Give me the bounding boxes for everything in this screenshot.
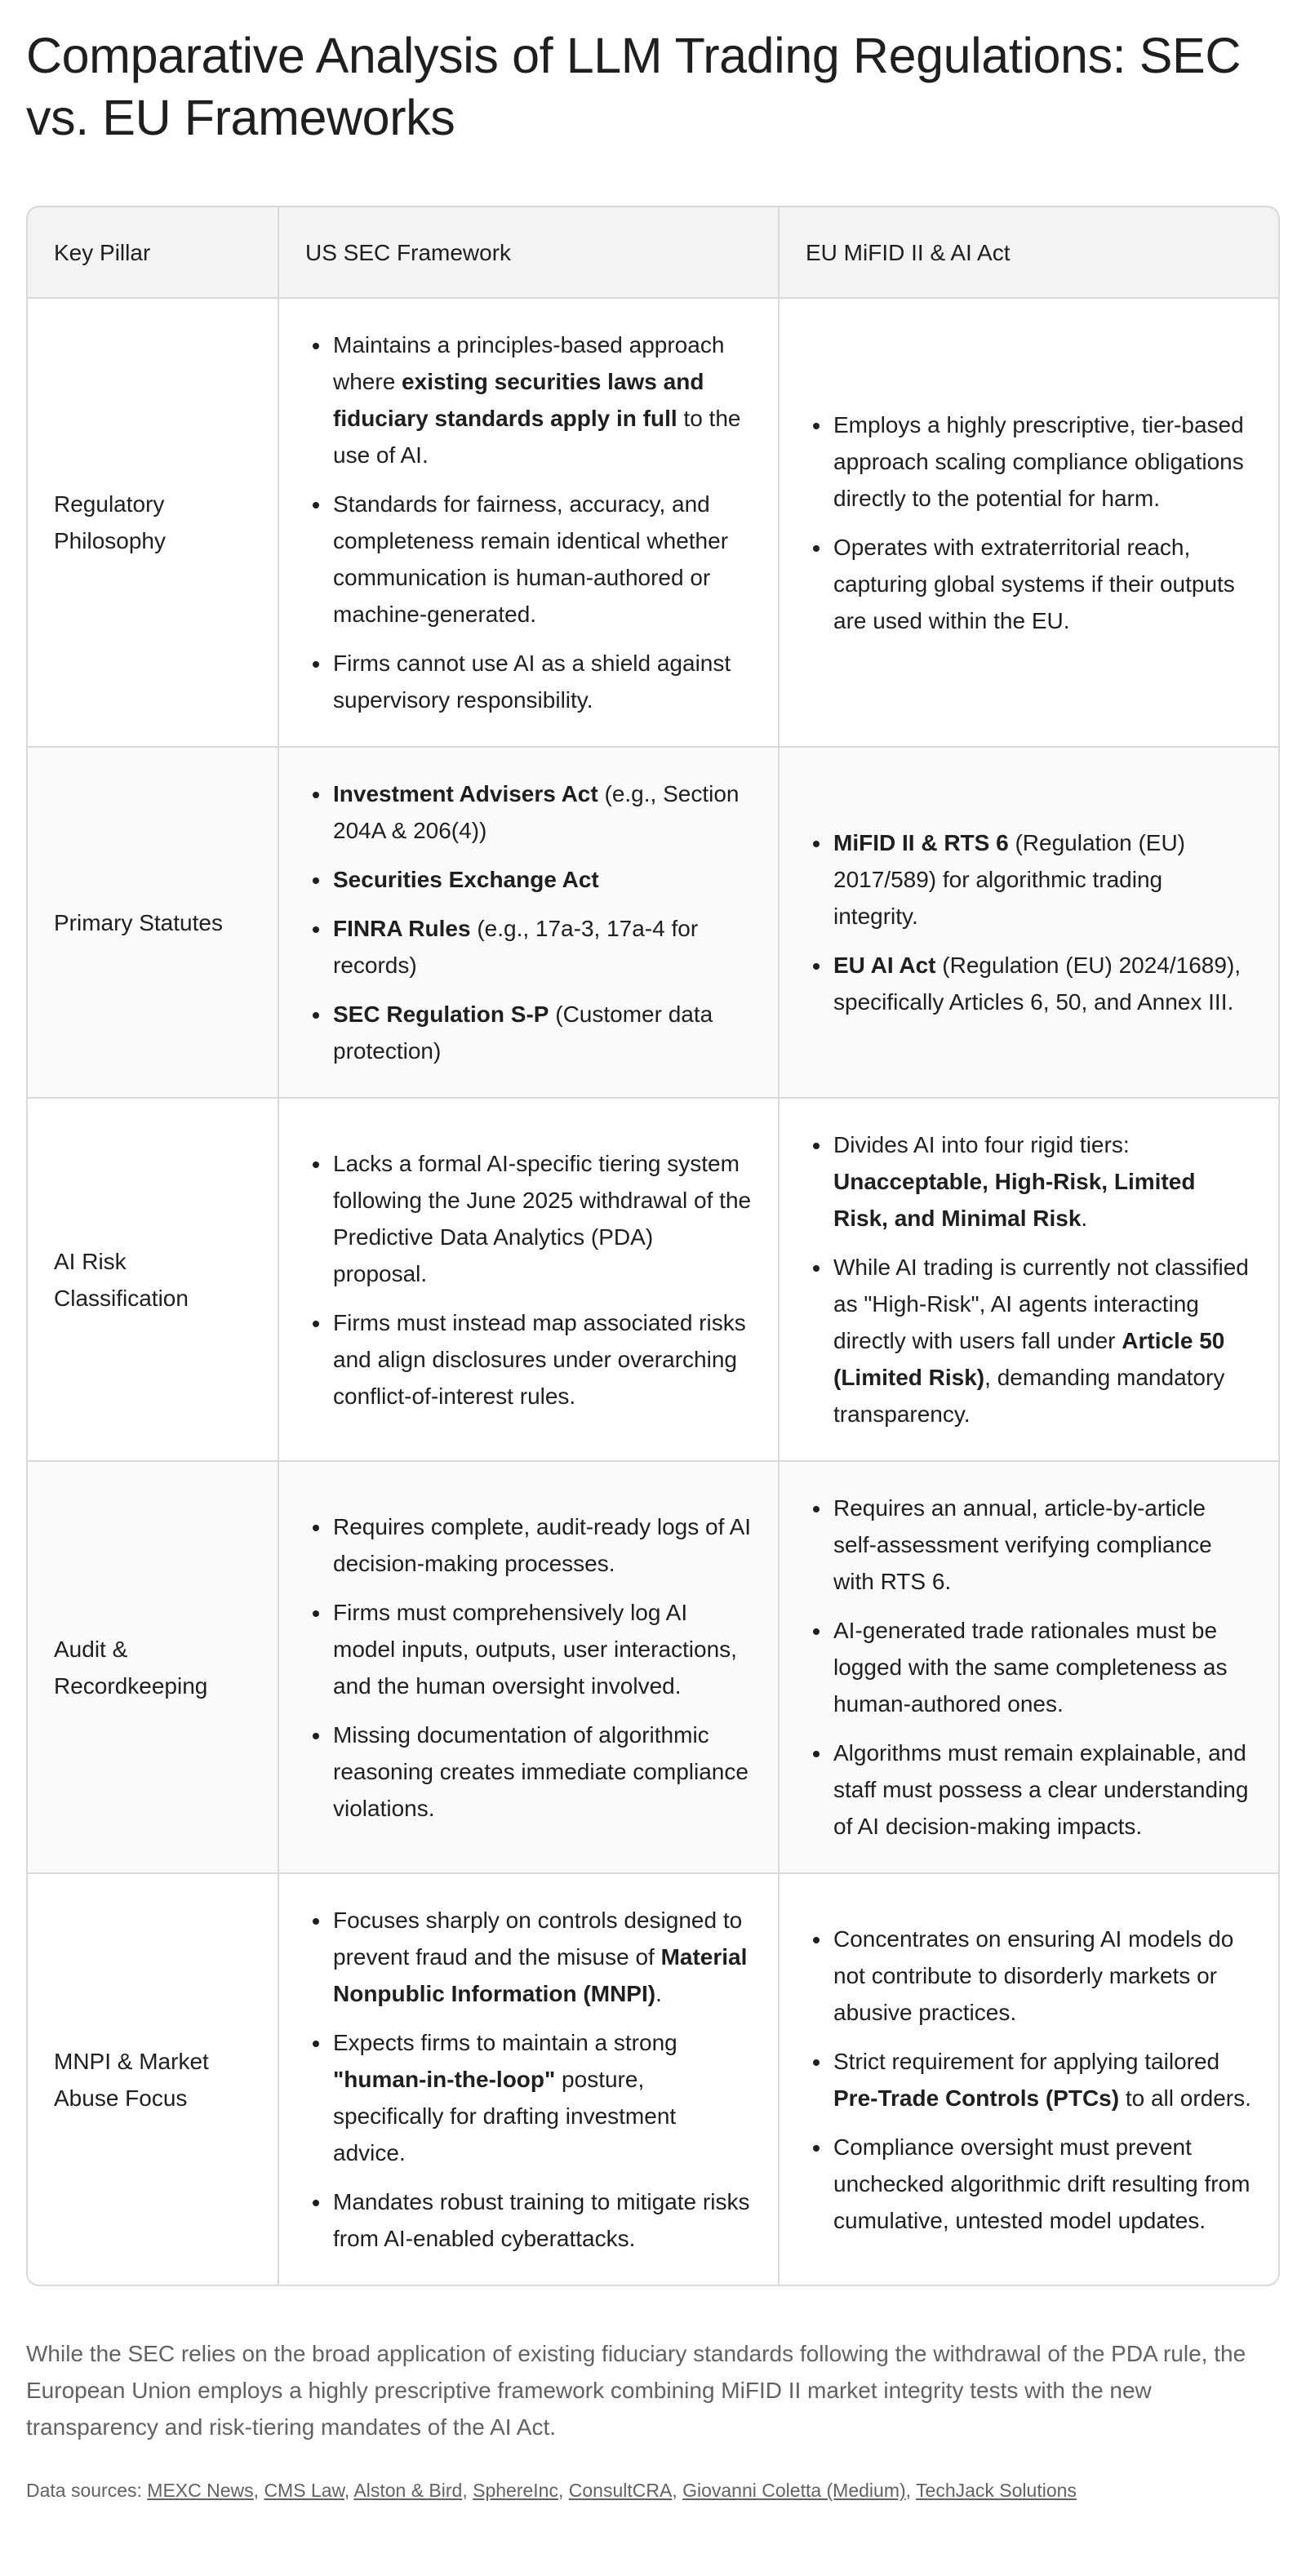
list-item — [832, 1249, 1252, 1432]
source-link-techjack-solutions[interactable]: TechJack Solutions — [916, 2480, 1077, 2501]
text-segment: Divides AI into four rigid tiers: — [833, 1132, 1130, 1157]
text-segment: Strict requirement for applying tailored — [833, 2048, 1220, 2074]
header-key-pillar: Key Pillar — [28, 207, 278, 298]
bullet-list — [806, 1921, 1252, 2239]
source-separator: , — [344, 2480, 354, 2501]
bold-text: "human-in-the-loop" — [333, 2067, 556, 2092]
text-segment: Maintains a principles-based approach where — [333, 332, 725, 394]
sec-cell-regulatory-philosophy — [278, 298, 779, 747]
list-item — [832, 1612, 1252, 1722]
text-segment: Algorithms must remain explainable, and staff must possess a clear understanding of AI decision-making impacts. — [833, 1740, 1249, 1839]
list-item — [832, 947, 1252, 1020]
source-separator: , — [557, 2480, 569, 2501]
text-segment: (e.g., Section 204A & 206(4)) — [333, 781, 740, 843]
source-link-alston-bird[interactable]: Alston & Bird — [353, 2480, 463, 2501]
bold-text: Securities Exchange Act — [333, 867, 599, 892]
list-item — [331, 1508, 752, 1582]
list-item — [331, 326, 752, 473]
summary-text: While the SEC relies on the broad application of existing fiduciary standards following the withdrawal of the PDA rule, the European Union employs a highly prescriptive framework combining MiFID II market integrity tests with the new transparency and risk-tiering mandates of the AI Act. — [26, 2341, 1246, 2440]
table-row — [28, 1461, 1278, 1873]
list-item — [331, 486, 752, 633]
text-segment: (Regulation (EU) 2024/1689), specifically Articles 6, 50, and Annex III. — [833, 953, 1242, 1015]
table-row — [28, 298, 1278, 747]
text-segment: Employs a highly prescriptive, tier-based approach scaling compliance obligations directly to the potential for harm. — [833, 411, 1244, 511]
text-segment: to all orders. — [1119, 2085, 1251, 2111]
list-item — [331, 2024, 752, 2171]
source-separator: , — [905, 2480, 917, 2501]
comparison-table-container — [26, 206, 1280, 2286]
bullet-list — [806, 824, 1252, 1020]
list-item — [331, 861, 752, 898]
text-segment: . — [655, 1981, 662, 2006]
list-item — [331, 1304, 752, 1415]
bold-text: Unacceptable, High-Risk, Limited Risk, and Minimal Risk — [833, 1169, 1196, 1231]
source-link-mexc-news[interactable]: MEXC News — [147, 2480, 254, 2501]
eu-cell-primary-statutes — [779, 747, 1278, 1098]
bold-text: FINRA Rules — [333, 916, 471, 941]
bullet-list — [305, 1145, 752, 1415]
sec-cell-ai-risk-classification — [278, 1098, 779, 1461]
text-segment: Expects firms to maintain a strong — [333, 2030, 677, 2055]
source-separator: , — [462, 2480, 473, 2501]
list-item — [331, 2183, 752, 2257]
bold-text: Article 50 (Limited Risk) — [833, 1328, 1225, 1390]
list-item — [331, 1145, 752, 1292]
text-segment: Concentrates on ensuring AI models do not contribute to disorderly markets or abusive practices. — [833, 1925, 1234, 2025]
list-item — [832, 1734, 1252, 1845]
bullet-list — [305, 1902, 752, 2257]
bold-text: SEC Regulation S-P — [333, 1002, 549, 1027]
text-segment: Focuses sharply on controls designed to prevent fraud and the misuse of — [333, 1908, 743, 1970]
pillar-cell-audit-recordkeeping: Audit & Recordkeeping — [28, 1461, 278, 1873]
bullet-list — [305, 775, 752, 1069]
text-segment: to the use of AI. — [333, 406, 741, 468]
pillar-cell-ai-risk-classification: AI Risk Classification — [28, 1098, 278, 1461]
list-item — [832, 406, 1252, 517]
table-row — [28, 747, 1278, 1098]
eu-cell-audit-recordkeeping — [779, 1461, 1278, 1873]
data-sources — [26, 2476, 1280, 2504]
list-item — [832, 1126, 1252, 1237]
eu-cell-mnpi-market-abuse-focus — [779, 1873, 1278, 2285]
source-link-cms-law[interactable]: CMS Law — [264, 2480, 344, 2501]
text-segment: Operates with extraterritorial reach, capturing global systems if their outputs are used within the EU. — [833, 534, 1235, 633]
list-item — [331, 910, 752, 984]
text-segment: Lacks a formal AI-specific tiering system following the June 2025 withdrawal of the Predictive Data Analytics (PDA) proposal. — [333, 1150, 752, 1286]
bullet-list — [806, 406, 1252, 639]
list-item — [832, 1490, 1252, 1600]
page-title: Comparative Analysis of LLM Trading Regulations: SEC vs. EU Frameworks — [26, 28, 1241, 145]
list-item — [331, 996, 752, 1069]
bold-text: MiFID II & RTS 6 — [833, 830, 1009, 855]
list-item — [331, 645, 752, 718]
list-item — [832, 2129, 1252, 2239]
list-item — [331, 1717, 752, 1827]
text-segment: While AI trading is currently not classified as "High-Risk", AI agents interacting directly with users fall under — [833, 1255, 1249, 1353]
list-item — [331, 1594, 752, 1704]
bullet-list — [806, 1490, 1252, 1845]
eu-cell-ai-risk-classification — [779, 1098, 1278, 1461]
pillar-cell-primary-statutes: Primary Statutes — [28, 747, 278, 1098]
data-sources-label: Data sources: — [26, 2480, 148, 2501]
source-link-sphereinc[interactable]: SphereInc — [473, 2480, 558, 2501]
list-item — [832, 1921, 1252, 2031]
list-item — [832, 2043, 1252, 2116]
bold-text: Investment Advisers Act — [333, 781, 598, 806]
source-separator: , — [253, 2480, 264, 2501]
source-separator: , — [672, 2480, 683, 2501]
text-segment: AI-generated trade rationales must be logged with the same completeness as human-authored ones. — [833, 1618, 1228, 1717]
text-segment: posture, specifically for drafting investment advice. — [333, 2067, 677, 2165]
text-segment: Missing documentation of algorithmic reasoning creates immediate compliance violations. — [333, 1721, 749, 1821]
table-row — [28, 1098, 1278, 1461]
table-header-row — [28, 207, 1278, 298]
table-row — [28, 1873, 1278, 2285]
eu-cell-regulatory-philosophy — [779, 298, 1278, 747]
text-segment: (Regulation (EU) 2017/589) for algorithmic trading integrity. — [833, 830, 1185, 929]
text-segment: Requires an annual, article-by-article self-assessment verifying compliance with RTS 6. — [833, 1495, 1212, 1594]
header-us-sec: US SEC Framework — [278, 207, 779, 298]
list-item — [331, 1902, 752, 2012]
bold-text: existing securities laws and fiduciary standards apply in full — [333, 369, 704, 431]
sec-cell-primary-statutes — [278, 747, 779, 1098]
bullet-list — [806, 1126, 1252, 1432]
comparison-table — [28, 207, 1278, 2285]
text-segment: Requires complete, audit-ready logs of AI decision-making processes. — [333, 1513, 752, 1576]
list-item — [832, 824, 1252, 935]
sec-cell-audit-recordkeeping — [278, 1461, 779, 1873]
header-eu-mifid: EU MiFID II & AI Act — [779, 207, 1278, 298]
list-item — [331, 775, 752, 849]
pillar-cell-mnpi-market-abuse-focus: MNPI & Market Abuse Focus — [28, 1873, 278, 2285]
source-link-giovanni-coletta-medium[interactable]: Giovanni Coletta (Medium) — [682, 2480, 906, 2501]
text-segment: Firms must instead map associated risks and align disclosures under overarching conflict-of-interest rules. — [333, 1309, 746, 1409]
bold-text: Material Nonpublic Information (MNPI) — [333, 1944, 748, 2006]
text-segment: Compliance oversight must prevent unchecked algorithmic drift resulting from cumulative, untested model updates. — [833, 2134, 1250, 2233]
list-item — [832, 529, 1252, 639]
bullet-list — [305, 1508, 752, 1827]
text-segment: (Customer data protection) — [333, 1002, 713, 1064]
sec-cell-mnpi-market-abuse-focus — [278, 1873, 779, 2285]
source-link-consultcra[interactable]: ConsultCRA — [568, 2480, 673, 2501]
bold-text: EU AI Act — [833, 953, 936, 978]
pillar-cell-regulatory-philosophy: Regulatory Philosophy — [28, 298, 278, 747]
text-segment: Standards for fairness, accuracy, and completeness remain identical whether communication is human-authored or machine-generated. — [333, 491, 729, 627]
text-segment: Firms must comprehensively log AI model inputs, outputs, user interactions, and the human oversight involved. — [333, 1599, 737, 1699]
text-segment: Firms cannot use AI as a shield against supervisory responsibility. — [333, 651, 731, 713]
text-segment: , demanding mandatory transparency. — [833, 1365, 1225, 1427]
table-body — [28, 298, 1278, 2285]
bullet-list — [305, 326, 752, 718]
text-segment: . — [1081, 1206, 1088, 1231]
text-segment: Mandates robust training to mitigate risks from AI-enabled cyberattacks. — [333, 2189, 750, 2251]
bold-text: Pre-Trade Controls (PTCs) — [833, 2085, 1120, 2111]
text-segment: (e.g., 17a-3, 17a-4 for records) — [333, 916, 699, 978]
